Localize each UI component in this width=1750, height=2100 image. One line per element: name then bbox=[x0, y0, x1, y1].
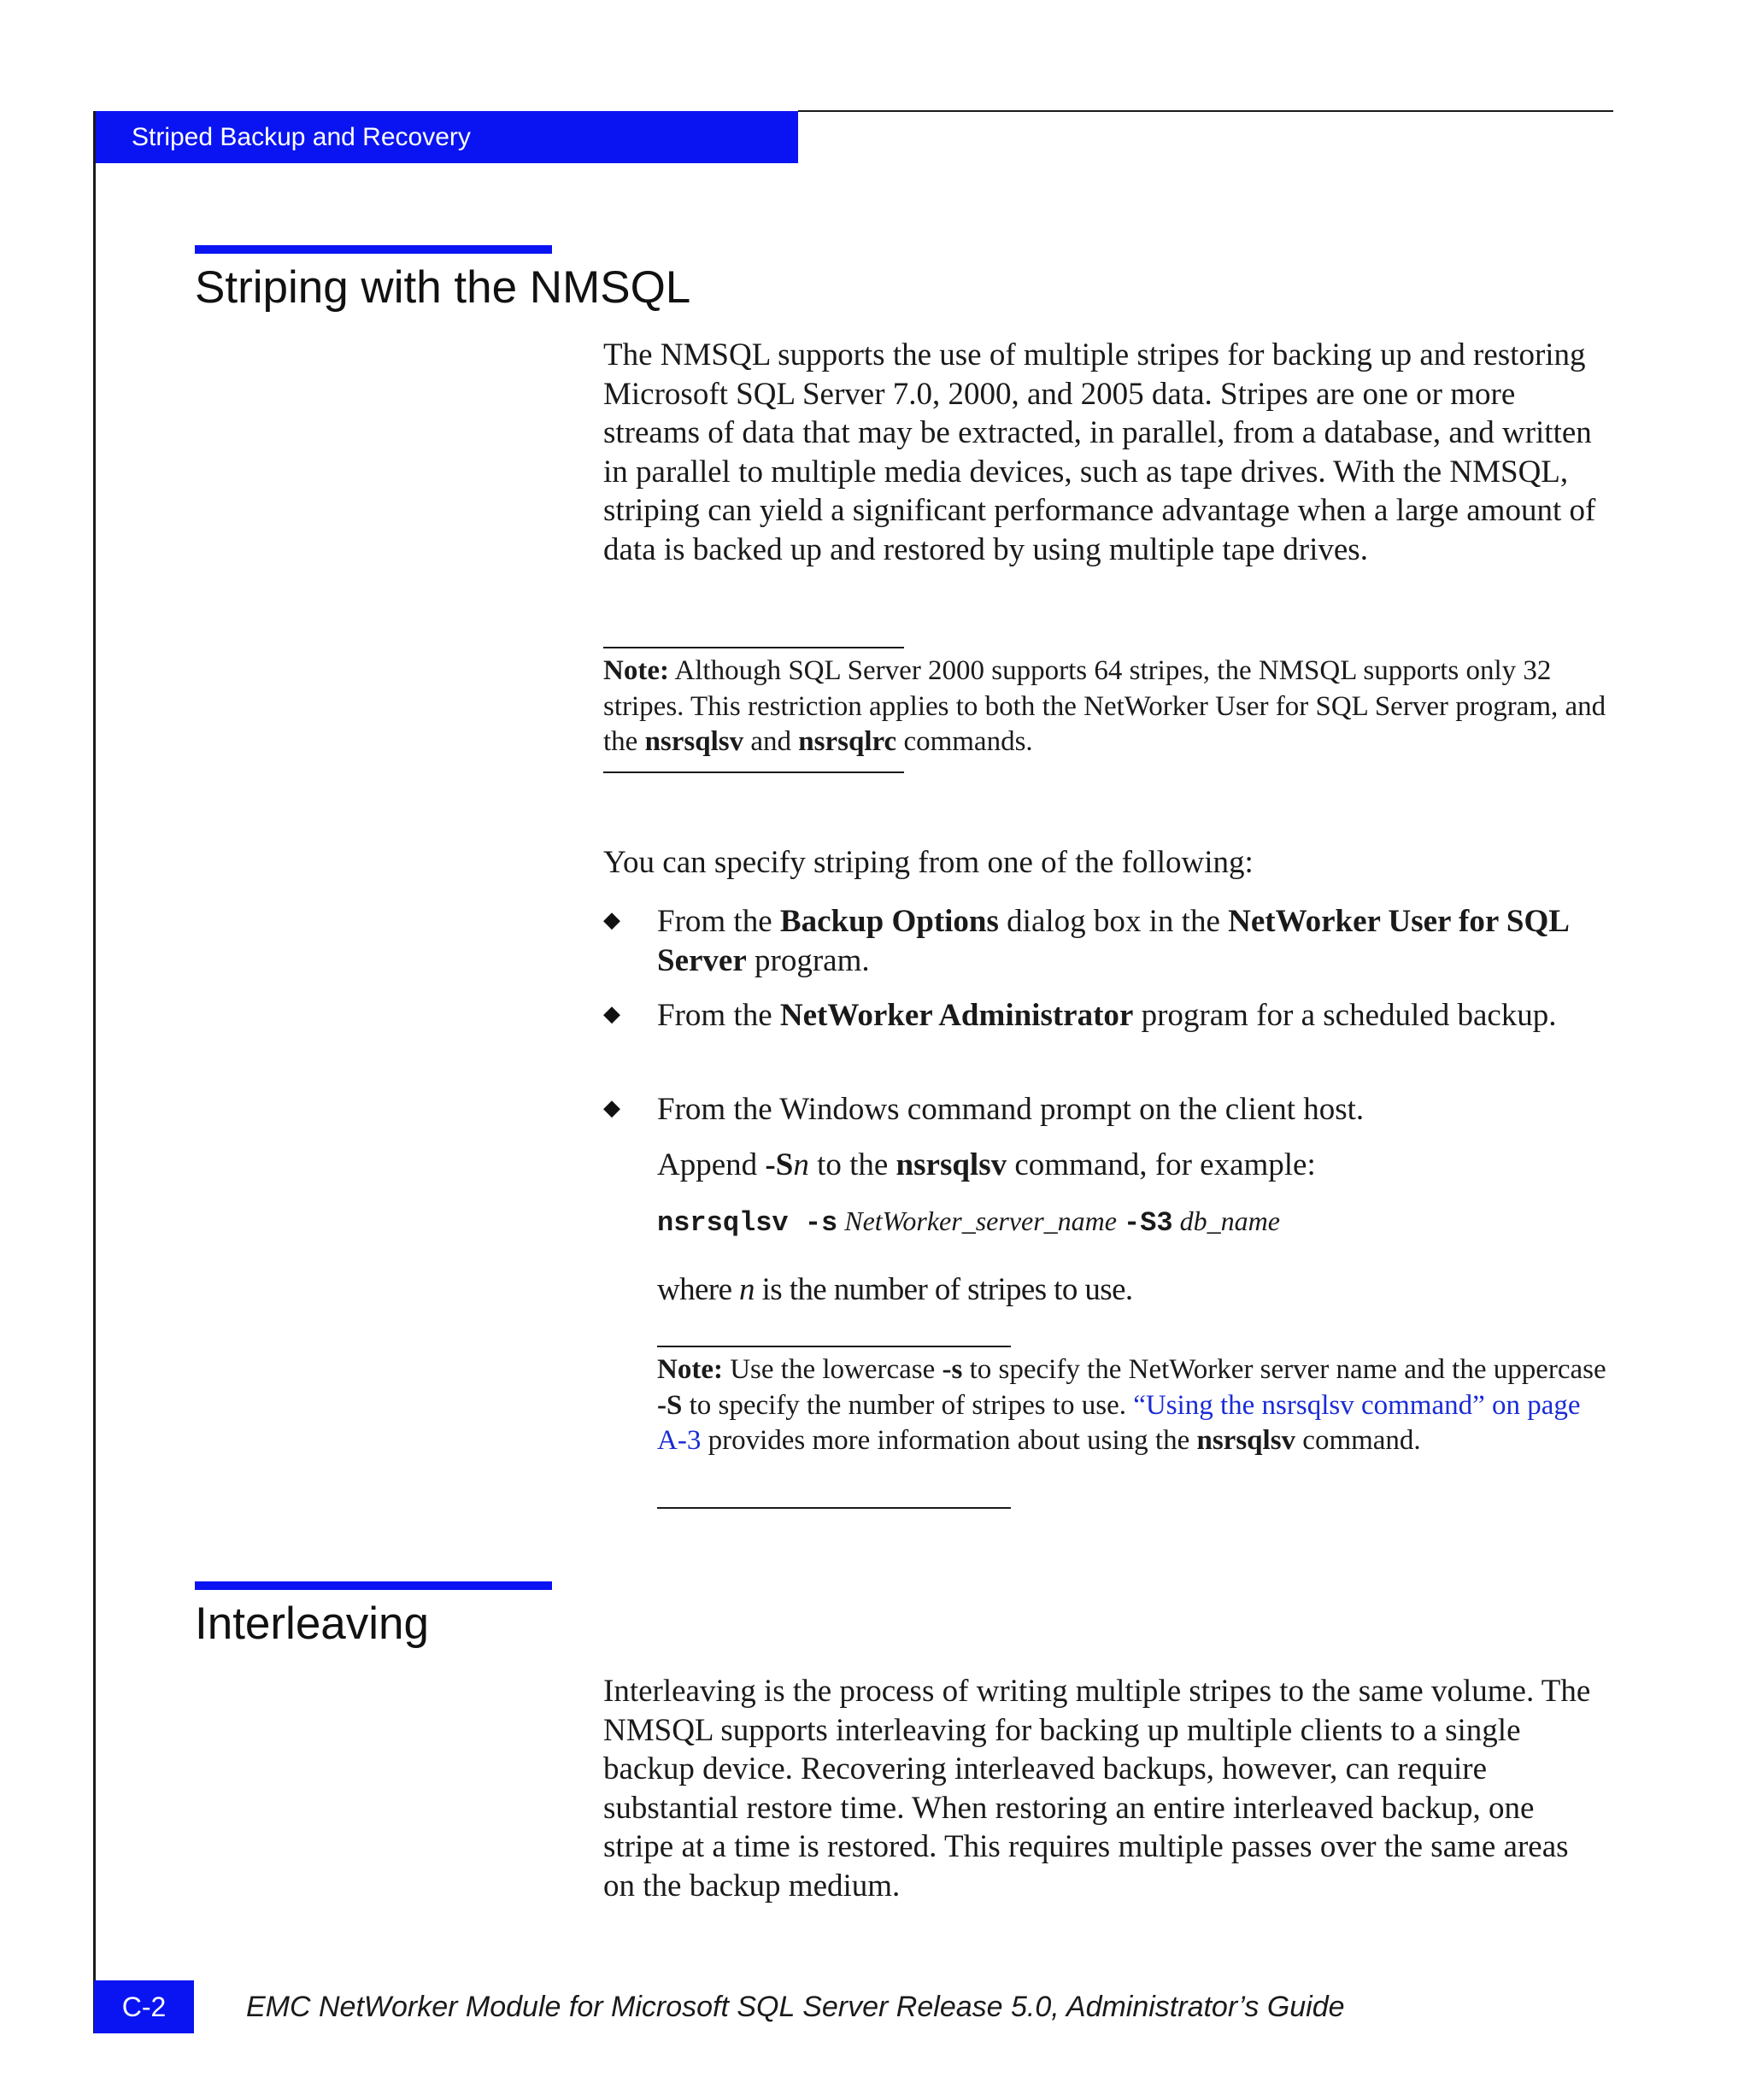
command-name: nsrsqlsv bbox=[1196, 1425, 1296, 1456]
note-stripe-limit bbox=[603, 654, 1607, 760]
diamond-bullet-icon: ◆ bbox=[603, 907, 620, 933]
note-top-rule bbox=[657, 1346, 1011, 1347]
note-text: commands. bbox=[896, 726, 1033, 757]
command-argument: NetWorker_server_name bbox=[844, 1205, 1117, 1236]
list-item-text: From the Backup Options dialog box in the NetWorker User for SQL Server program. bbox=[657, 904, 1568, 978]
section-heading-interleaving: Interleaving bbox=[195, 1598, 430, 1649]
command-flag: -s bbox=[942, 1354, 963, 1385]
cross-reference-link[interactable]: “Using the nsrsqlsv command” on page A-3 bbox=[657, 1389, 1581, 1456]
append-instruction: Append -Sn to the nsrsqlsv command, for example: bbox=[657, 1147, 1316, 1182]
command-flag: -S3 bbox=[1123, 1207, 1173, 1239]
list-item-text: From the NetWorker Administrator program for a scheduled backup. bbox=[657, 998, 1557, 1033]
section-heading-bar bbox=[195, 245, 552, 254]
left-margin-rule bbox=[93, 111, 96, 2033]
note-label: Note: bbox=[657, 1354, 723, 1385]
note-text: command. bbox=[1295, 1425, 1421, 1456]
command-flag: -S bbox=[657, 1389, 683, 1421]
diamond-bullet-icon: ◆ bbox=[603, 1001, 620, 1027]
footer-book-title: EMC NetWorker Module for Microsoft SQL Server Release 5.0, Administrator’s Guide bbox=[246, 1991, 1345, 2023]
page-number: C-2 bbox=[121, 1991, 167, 2022]
running-header-band bbox=[94, 111, 798, 163]
diamond-bullet-icon: ◆ bbox=[603, 1095, 620, 1121]
note-text: to specify the number of stripes to use. bbox=[682, 1389, 1134, 1421]
note-text: provides more information about using the bbox=[701, 1425, 1197, 1456]
command-name: nsrsqlsv bbox=[644, 726, 744, 757]
section-heading-striping: Striping with the NMSQL bbox=[195, 262, 691, 313]
header-rule bbox=[798, 110, 1613, 112]
note-switch-case bbox=[657, 1352, 1607, 1459]
running-header-title: Striped Backup and Recovery bbox=[132, 123, 471, 151]
striping-intro-paragraph: The NMSQL supports the use of multiple stripes for backing up and restoring Microsoft SQL Server 7.0, 2000, and 2005 data. Stripes are one or more streams of data that may be extracted, in parallel, from a database, and written in parallel to multiple media devices, such as tape drives. With the NMSQL, striping can yield a significant performance advantage when a large amount of data is backed up and restored by using multiple tape drives. bbox=[603, 337, 1596, 567]
list-item-text: From the Windows command prompt on the client host. bbox=[657, 1092, 1365, 1127]
note-bottom-rule bbox=[657, 1507, 1011, 1509]
page-number-tab bbox=[94, 1980, 194, 2033]
note-label: Note: bbox=[603, 655, 669, 686]
interleaving-paragraph: Interleaving is the process of writing multiple stripes to the same volume. The NMSQL supports interleaving for backing up multiple clients to a single backup device. Recovering interleaved backups, however, can require substantial restore time. When restoring an entire interleaved backup, one stripe at a time is restored. This requires multiple passes over the same areas on the backup medium. bbox=[603, 1674, 1591, 1903]
note-text: to specify the NetWorker server name and the uppercase bbox=[962, 1354, 1606, 1385]
note-text: Although SQL Server 2000 supports 64 stripes, the NMSQL supports only 32 stripes. This restriction applies to both the NetWorker User for SQL Server program, and the bbox=[603, 655, 1606, 757]
section-heading-bar bbox=[195, 1581, 552, 1590]
note-text: Use the lowercase bbox=[722, 1354, 943, 1385]
note-top-rule bbox=[603, 647, 904, 648]
command-name: nsrsqlrc bbox=[798, 726, 897, 757]
note-bottom-rule bbox=[603, 771, 904, 773]
where-explanation: where n is the number of stripes to use. bbox=[657, 1272, 1133, 1307]
command-text: nsrsqlsv -s bbox=[657, 1207, 838, 1239]
command-argument: db_name bbox=[1179, 1205, 1280, 1236]
note-text: and bbox=[743, 726, 799, 757]
command-example bbox=[657, 1205, 1280, 1239]
striping-lead-in: You can specify striping from one of the following: bbox=[603, 845, 1254, 880]
